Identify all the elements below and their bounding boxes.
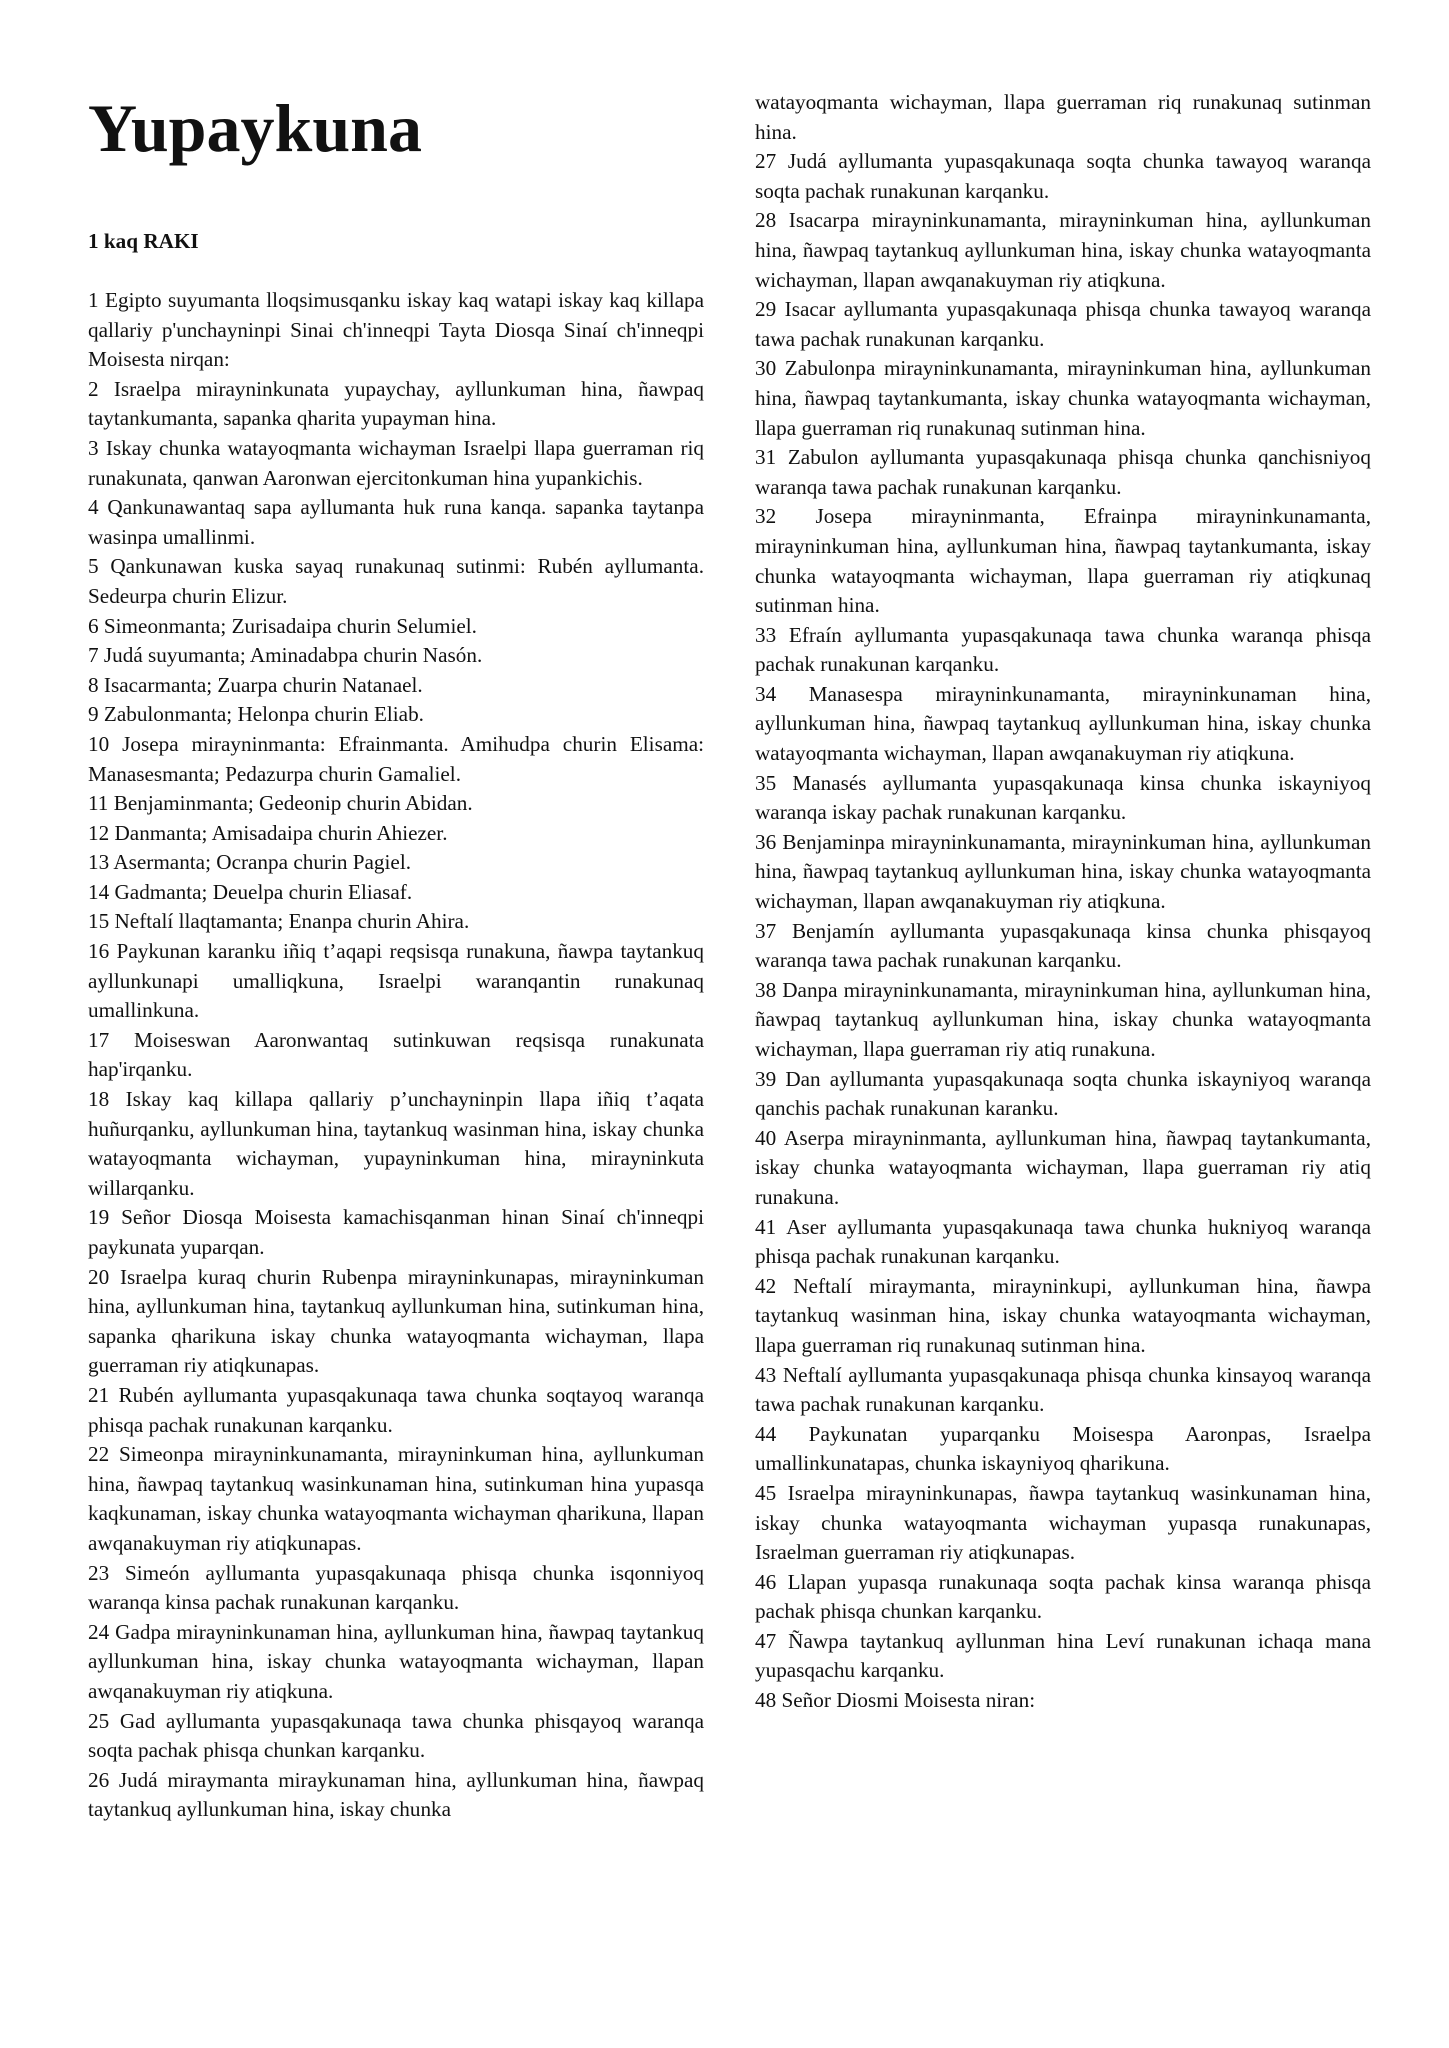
- verse-paragraph: 25 Gad ayllumanta yupasqakunaqa tawa chunka phisqayoq waranqa soqta pachak phisqa chunkan karqanku.: [88, 1708, 704, 1763]
- verse-paragraph: 3 Iskay chunka watayoqmanta wichayman Israelpi llapa guerraman riq runakunata, qanwan Aaronwan ejercitonkuman hina yupankichis.: [88, 435, 704, 490]
- verse-paragraph: 45 Israelpa mirayninkunapas, ñawpa taytankuq wasinkunaman hina, iskay chunka watayoqmanta wichayman yupasqa runakunapas, Israelman guerraman riy atiqkunapas.: [755, 1480, 1371, 1565]
- verse-paragraph: 7 Judá suyumanta; Aminadabpa churin Nasón.: [88, 643, 483, 668]
- verse-paragraph: 37 Benjamín ayllumanta yupasqakunaqa kinsa chunka phisqayoq waranqa tawa pachak runakunan karqanku.: [755, 918, 1371, 973]
- verse-paragraph: 9 Zabulonmanta; Helonpa churin Eliab.: [88, 702, 424, 727]
- verse-paragraph: 20 Israelpa kuraq churin Rubenpa mirayninkunapas, mirayninkuman hina, ayllunkuman hina, taytankuq ayllunkuman hina, sutinkuman hina, sapanka qharikuna iskay chunka watayoqmanta wichayman, llapa guerraman riy atiqkunapas.: [88, 1264, 704, 1378]
- verse-paragraph: 6 Simeonmanta; Zurisadaipa churin Selumiel.: [88, 613, 477, 638]
- verse-paragraph: 36 Benjaminpa mirayninkunamanta, mirayninkuman hina, ayllunkuman hina, ñawpaq taytankuq ayllunkuman hina, iskay chunka watayoqmanta wichayman, llapan awqanakuyman riy atiqkuna.: [755, 829, 1371, 914]
- verse-paragraph: 18 Iskay kaq killapa qallariy p’unchayninpin llapa iñiq t’aqata huñurqanku, ayllunkuman hina, taytankuq wasinman hina, iskay chunka watayoqmanta wichayman, yupayninkuman hina, mirayninkuta willarqanku.: [88, 1087, 704, 1200]
- verse-paragraph: 32 Josepa mirayninmanta, Efrainpa mirayninkunamanta, mirayninkuman hina, ayllunkuman hina, ñawpaq taytankumanta, iskay chunka watayoqmanta wichayman, llapa guerraman riy atiqkunaq sutinman hina.: [755, 504, 1371, 618]
- verse-paragraph: 13 Asermanta; Ocranpa churin Pagiel.: [88, 850, 412, 875]
- verse-paragraph: 35 Manasés ayllumanta yupasqakunaqa kinsa chunka iskayniyoq waranqa iskay pachak runakunan karqanku.: [755, 770, 1371, 825]
- verse-paragraph: 2 Israelpa mirayninkunata yupaychay, ayllunkuman hina, ñawpaq taytankumanta, sapanka qharita yupayman hina.: [88, 376, 704, 431]
- verse-paragraph: 23 Simeón ayllumanta yupasqakunaqa phisqa chunka isqonniyoq waranqa kinsa pachak runakunan karqanku.: [88, 1560, 704, 1615]
- verse-paragraph: 41 Aser ayllumanta yupasqakunaqa tawa chunka hukniyoq waranqa phisqa pachak runakunan karqanku.: [755, 1214, 1371, 1269]
- verse-paragraph: 8 Isacarmanta; Zuarpa churin Natanael.: [88, 672, 423, 697]
- verse-paragraph: 48 Señor Diosmi Moisesta niran:: [755, 1688, 1036, 1713]
- verse-paragraph: 22 Simeonpa mirayninkunamanta, mirayninkuman hina, ayllunkuman hina, ñawpaq taytankuq wasinkunaman hina, sutinkuman hina yupasqa kaqkunaman, iskay chunka watayoqmanta wichayman qharikuna, llapan awqanakuyman riy atiqkunapas.: [88, 1442, 704, 1555]
- verse-paragraph: 16 Paykunan karanku iñiq t’aqapi reqsisqa runakuna, ñawpa taytankuq ayllunkunapi umalliqkuna, Israelpi waranqantin runakunaq umallinkuna.: [88, 939, 704, 1023]
- verse-paragraph: 38 Danpa mirayninkunamanta, mirayninkuman hina, ayllunkuman hina, ñawpaq taytankuq ayllunkuman hina, iskay chunka watayoqmanta wichayman, llapa guerraman riy atiq runakuna.: [755, 977, 1371, 1061]
- verse-paragraph: 5 Qankunawan kuska sayaq runakunaq sutinmi: Rubén ayllumanta. Sedeurpa churin Elizur.: [88, 554, 704, 608]
- verse-paragraph: 14 Gadmanta; Deuelpa churin Eliasaf.: [88, 879, 413, 904]
- verse-paragraph: 27 Judá ayllumanta yupasqakunaqa soqta chunka tawayoq waranqa soqta pachak runakunan karqanku.: [755, 149, 1371, 203]
- verse-paragraph: 12 Danmanta; Amisadaipa churin Ahiezer.: [88, 820, 448, 845]
- verse-paragraph: 11 Benjaminmanta; Gedeonip churin Abidan.: [88, 791, 473, 816]
- verse-paragraph: 28 Isacarpa mirayninkunamanta, mirayninkuman hina, ayllunkuman hina, ñawpaq taytankuq ayllunkuman hina, iskay chunka watayoqmanta wichayman, llapan awqanakuyman riy atiqkuna.: [755, 208, 1371, 292]
- verse-paragraph: 34 Manasespa mirayninkunamanta, mirayninkunaman hina, ayllunkuman hina, ñawpaq taytankuq ayllunkuman hina, iskay chunka watayoqmanta wichayman, llapan awqanakuyman riy atiqkuna.: [755, 681, 1371, 766]
- verse-paragraph: 21 Rubén ayllumanta yupasqakunaqa tawa chunka soqtayoq waranqa phisqa pachak runakunan karqanku.: [88, 1382, 704, 1437]
- verse-paragraph: 10 Josepa mirayninmanta: Efrainmanta. Amihudpa churin Elisama: Manasesmanta; Pedazurpa churin Gamaliel.: [88, 731, 704, 786]
- verse-paragraph: 42 Neftalí miraymanta, mirayninkupi, ayllunkuman hina, ñawpa taytankuq wasinman hina, iskay chunka watayoqmanta wichayman, llapa guerraman riq runakunaq sutinman hina.: [755, 1273, 1371, 1357]
- right-column: [755, 88, 1371, 1716]
- verse-paragraph: 39 Dan ayllumanta yupasqakunaqa soqta chunka iskayniyoq waranqa qanchis pachak runakunan karanku.: [755, 1066, 1371, 1121]
- verse-paragraph: 24 Gadpa mirayninkunaman hina, ayllunkuman hina, ñawpaq taytankuq ayllunkuman hina, iskay chunka watayoqmanta wichayman, llapan awqanakuyman riy atiqkuna.: [88, 1619, 704, 1703]
- verse-paragraph: 29 Isacar ayllumanta yupasqakunaqa phisqa chunka tawayoq waranqa tawa pachak runakunan karqanku.: [755, 297, 1371, 351]
- verse-paragraph: 47 Ñawpa taytankuq ayllunman hina Leví runakunan ichaqa mana yupasqachu karqanku.: [755, 1628, 1371, 1683]
- verse-paragraph: 26 Judá miraymanta miraykunaman hina, ayllunkuman hina, ñawpaq taytankuq ayllunkuman hina, iskay chunka: [88, 1767, 704, 1822]
- verse-paragraph: 30 Zabulonpa mirayninkunamanta, mirayninkuman hina, ayllunkuman hina, ñawpaq taytankumanta, iskay chunka watayoqmanta wichayman, llapa guerraman riq runakunaq sutinman hina.: [755, 356, 1371, 440]
- verse-paragraph: 46 Llapan yupasqa runakunaqa soqta pachak kinsa waranqa phisqa pachak phisqa chunkan karqanku.: [755, 1569, 1371, 1624]
- verse-paragraph: 31 Zabulon ayllumanta yupasqakunaqa phisqa chunka qanchisniyoq waranqa tawa pachak runakunan karqanku.: [755, 445, 1371, 499]
- verse-paragraph: watayoqmanta wichayman, llapa guerraman riq runakunaq sutinman hina.: [755, 90, 1371, 144]
- verse-paragraph: 17 Moiseswan Aaronwantaq sutinkuwan reqsisqa runakunata hap'irqanku.: [88, 1027, 704, 1082]
- verse-paragraph: 40 Aserpa mirayninmanta, ayllunkuman hina, ñawpaq taytankumanta, iskay chunka watayoqmanta wichayman, llapa guerraman riy atiq runakuna.: [755, 1125, 1371, 1209]
- verse-paragraph: 33 Efraín ayllumanta yupasqakunaqa tawa chunka waranqa phisqa pachak runakunan karqanku.: [755, 622, 1371, 677]
- left-column: [88, 286, 704, 1825]
- chapter-heading: 1 kaq RAKI: [88, 229, 199, 253]
- verse-paragraph: 4 Qankunawantaq sapa ayllumanta huk runa kanqa. sapanka taytanpa wasinpa umallinmi.: [88, 495, 704, 549]
- verse-paragraph: 19 Señor Diosqa Moisesta kamachisqanman hinan Sinaí ch'inneqpi paykunata yuparqan.: [88, 1205, 704, 1259]
- page-title: Yupaykuna: [88, 90, 422, 166]
- verse-paragraph: 15 Neftalí llaqtamanta; Enanpa churin Ahira.: [88, 909, 470, 934]
- verse-paragraph: 43 Neftalí ayllumanta yupasqakunaqa phisqa chunka kinsayoq waranqa tawa pachak runakunan karqanku.: [755, 1362, 1371, 1417]
- verse-paragraph: 1 Egipto suyumanta lloqsimusqanku iskay kaq watapi iskay kaq killapa qallariy p'unchayninpi Sinai ch'inneqpi Tayta Diosqa Sinaí ch'inneqpi Moisesta nirqan:: [88, 288, 704, 372]
- verse-paragraph: 44 Paykunatan yuparqanku Moisespa Aaronpas, Israelpa umallinkunatapas, chunka iskayniyoq qharikuna.: [755, 1421, 1371, 1476]
